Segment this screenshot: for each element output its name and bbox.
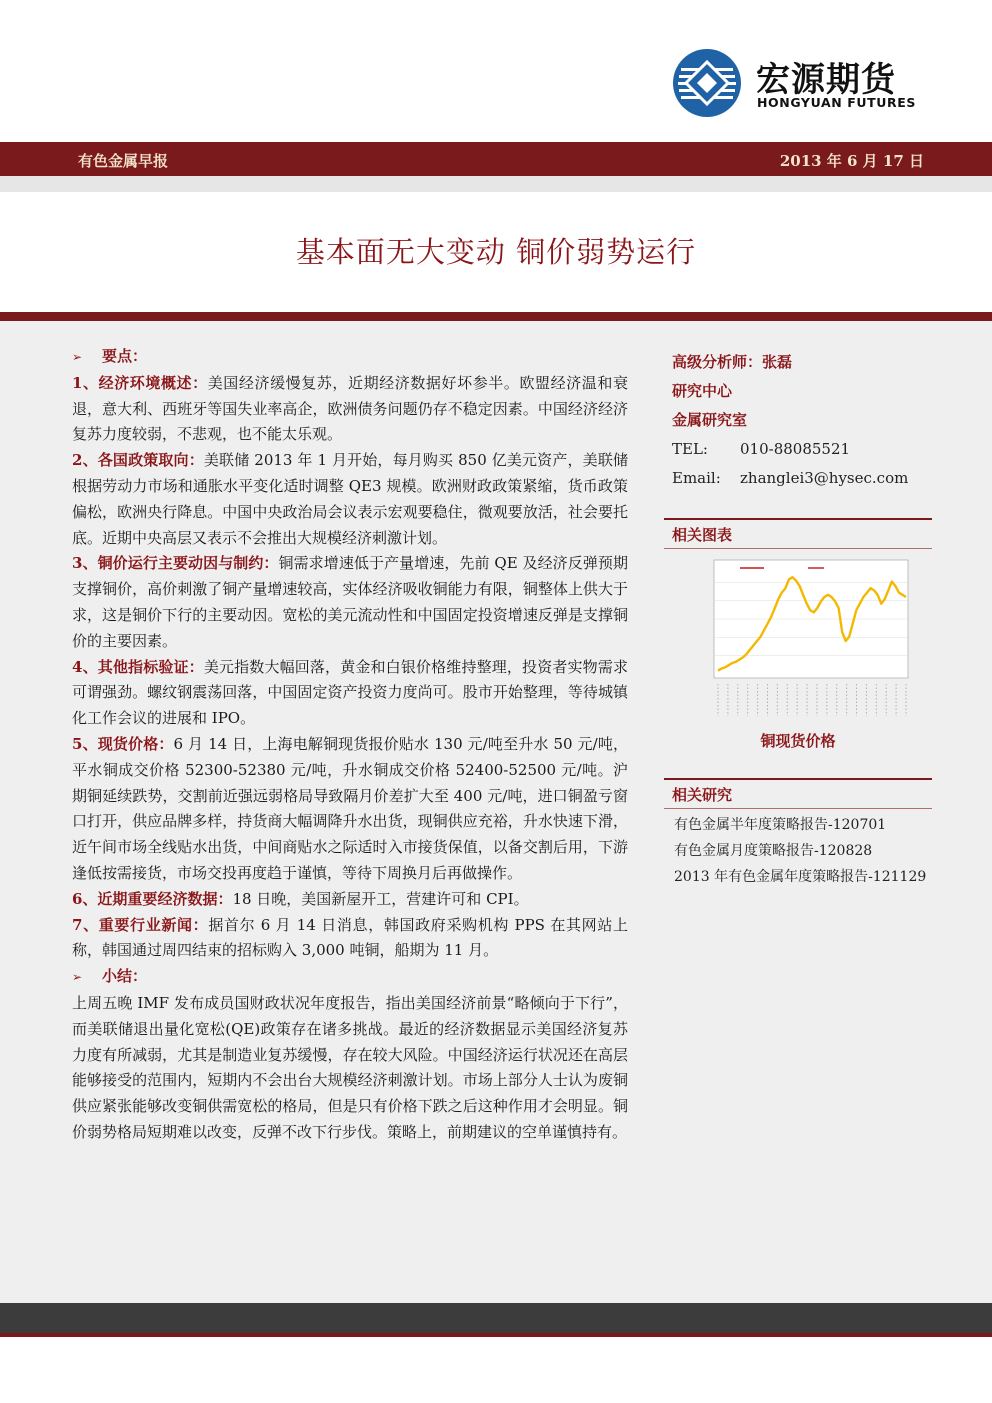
- title-divider: [0, 312, 992, 321]
- tel-row: TEL: 010-88085521: [672, 440, 851, 458]
- list-item[interactable]: 有色金属月度策略报告-120828: [674, 843, 873, 859]
- department: 研究中心: [672, 382, 733, 400]
- chart-caption: 铜现货价格: [760, 732, 836, 750]
- chart-x-ticks: [718, 684, 906, 716]
- list-item: 6、近期重要经济数据：18 日晚，美国新屋开工，营建许可和 CPI。: [72, 889, 529, 908]
- list-item: 5、现货价格：6 月 14 日，上海电解铜现货报价贴水 130 元/吨至升水 50 元/吨，平水铜成交价格 52300-52380 元/吨，升水铜成交价格 52400-52500 元/吨。沪期铜延续跌势，交割前近强远弱格局导致隔月价差扩大至 400 元/吨，进口铜盈亏窗口打开，供应品牌多样，持货商大幅调降升水出货，现铜供应充裕，升水快速下滑，近午间市场全线贴水出货，中间商贴水之际适时入市接货保值，以备交割后用，下游逢低按需接货，市场交投再度趋于谨慎，等待下周换月后再做操作。: [72, 734, 628, 882]
- list-item: 7、重要行业新闻：据首尔 6 月 14 日消息，韩国政府采购机构 PPS 在其网站上称，韩国通过周四结束的招标购入 3,000 吨铜，船期为 11 月。: [72, 915, 628, 960]
- page-title: 基本面无大变动 铜价弱势运行: [295, 235, 697, 269]
- tel-value: 010-88085521: [740, 440, 851, 458]
- footer-accent: [0, 1333, 992, 1337]
- summary-text: 上周五晚 IMF 发布成员国财政状况年度报告，指出美国经济前景“略倾向于下行”，而美联储退出量化宽松(QE)政策存在诸多挑战。最近的经济数据显示美国经济复苏力度有所减弱，尤其是制造业复苏缓慢，存在较大风险。中国经济运行状况还在高层能够接受的范围内，短期内不会出台大规模经济刺激计划。市场上部分人士认为废铜供应紧张能够改变铜供需宽松的格局，但是只有价格下跌之后这种作用才会明显。铜价弱势格局短期难以改变，反弹不改下行步伐。策略上，前期建议的空单谨慎持有。: [72, 993, 628, 1141]
- related-research-list: [674, 812, 932, 890]
- brand-name-en: HONGYUAN FUTURES: [757, 95, 916, 110]
- list-item: 4、其他指标验证：美元指数大幅回落，黄金和白银价格维持整理，投资者实物需求可谓强劲。螺纹钢震荡回落，中国固定资产投资力度尚可。股市开始整理，等待城镇化工作会议的进展和 IPO。: [72, 657, 628, 728]
- list-item: 3、铜价运行主要动因与制约：铜需求增速低于产量增速，先前 QE 及经济反弹预期支撑铜价，高价刺激了铜产量增速较高，实体经济吸收铜能力有限，铜整体上供大于求，这是铜价下行的主要动因。宽松的美元流动性和中国固定投资增速反弹是支撑铜价的主要因素。: [72, 554, 628, 650]
- header-divider: [0, 176, 992, 192]
- list-item: 2、各国政策取向：美联储 2013 年 1 月开始，每月购买 850 亿美元资产，美联储根据劳动力市场和通胀水平变化适时调整 QE3 规模。欧洲财政政策紧缩，货币政策偏松，欧洲央行降息。中国中央政治局会议表示宏观要稳住，微观要放活，社会要托底。近期中央高层又表示不会推出大规模经济刺激计划。: [72, 451, 628, 547]
- hongyuan-logo-icon: [672, 48, 742, 118]
- arrow-bullet-icon: ➢: [72, 970, 83, 985]
- main-content: [72, 344, 628, 1146]
- report-type: 有色金属早报: [78, 152, 169, 170]
- key-points-heading: ➢ 要点：: [72, 344, 628, 371]
- sidebar: [672, 348, 932, 493]
- email-row: Email: zhanglei3@hysec.com: [672, 469, 909, 487]
- arrow-bullet-icon: ➢: [72, 350, 83, 364]
- summary-heading: ➢ 小结：: [72, 964, 628, 991]
- report-date: 2013 年 6 月 17 日: [779, 152, 924, 170]
- analyst-name: 高级分析师：张磊: [672, 353, 793, 371]
- related-research-heading: 相关研究: [664, 778, 932, 809]
- list-item[interactable]: 2013 年有色金属年度策略报告-121129: [674, 869, 927, 885]
- copper-price-chart: [684, 556, 912, 724]
- email-value[interactable]: zhanglei3@hysec.com: [740, 469, 909, 487]
- related-charts-heading: 相关图表: [664, 518, 932, 549]
- list-item: 1、经济环境概述：美国经济缓慢复苏，近期经济数据好坏参半。欧盟经济温和衰退，意大利、西班牙等国失业率高企，欧洲债务问题仍存不稳定因素。中国经济经济复苏力度较弱，不悲观，也不能太乐观。: [72, 373, 628, 444]
- brand-logo: [672, 48, 922, 118]
- list-item[interactable]: 有色金属半年度策略报告-120701: [674, 817, 887, 833]
- sub-department: 金属研究室: [672, 411, 748, 429]
- footer-bar: [0, 1303, 992, 1333]
- brand-name-cn: 宏源期货: [756, 60, 896, 100]
